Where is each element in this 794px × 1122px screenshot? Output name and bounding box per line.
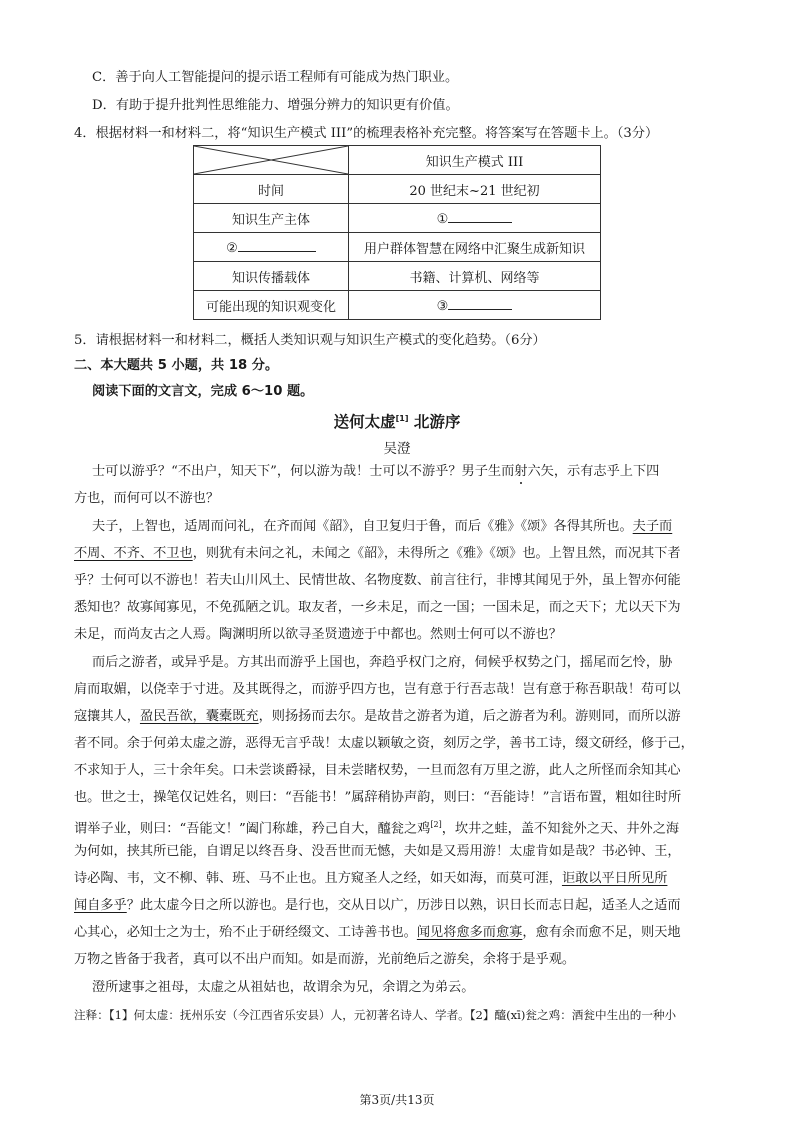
knowledge-table [193,145,601,320]
row-value [349,291,601,320]
table-header: 知识生产模式 III [349,146,601,175]
table-row [194,233,601,262]
row-value: 用户群体智慧在网络中汇聚生成新知识 [349,233,601,262]
option-d: D．有助于提升批判性思维能力、增强分辨力的知识更有价值。 [92,98,459,113]
blank-number: ② [226,241,238,256]
question-5: 5．请根据材料一和材料二，概括人类知识观与知识生产模式的变化趋势。（6分） [74,333,546,348]
blank-number: ① [436,212,449,227]
row-label: 时间 [194,175,349,204]
row-label: 知识传播载体 [194,262,349,291]
page-footer: 第3页/共13页 [359,1093,435,1107]
table-row [194,291,601,320]
diagonal-lines [194,146,348,174]
row-label: 知识生产主体 [194,204,349,233]
blank-number: ③ [436,299,449,314]
answer-blank-1[interactable] [448,209,512,223]
row-label: 可能出现的知识观变化 [194,291,349,320]
passage-title: 送何太虚[1] 北游序 [333,413,461,431]
table-row [194,204,601,233]
table-row [194,175,601,204]
section-2-heading: 二、本大题共 5 小题，共 18 分。 [74,358,279,373]
passage-author: 吴澄 [383,441,411,457]
section-2-instruction: 阅读下面的文言文，完成 6～10 题。 [92,384,314,399]
answer-blank-2[interactable] [238,238,316,252]
row-value: 20 世纪末~21 世纪初 [349,175,601,204]
table-row [194,262,601,291]
question-4-stem: 4．根据材料一和材料二，将“知识生产模式 III”的梳理表格补充完整。将答案写在答题卡上。（3分） [74,126,659,141]
option-c: C．善于向人工智能提问的提示语工程师有可能成为热门职业。 [92,70,459,85]
table-corner-cell [194,146,349,175]
answer-blank-3[interactable] [448,296,512,310]
row-label [194,233,349,262]
row-value: 书籍、计算机、网络等 [349,262,601,291]
row-value [349,204,601,233]
